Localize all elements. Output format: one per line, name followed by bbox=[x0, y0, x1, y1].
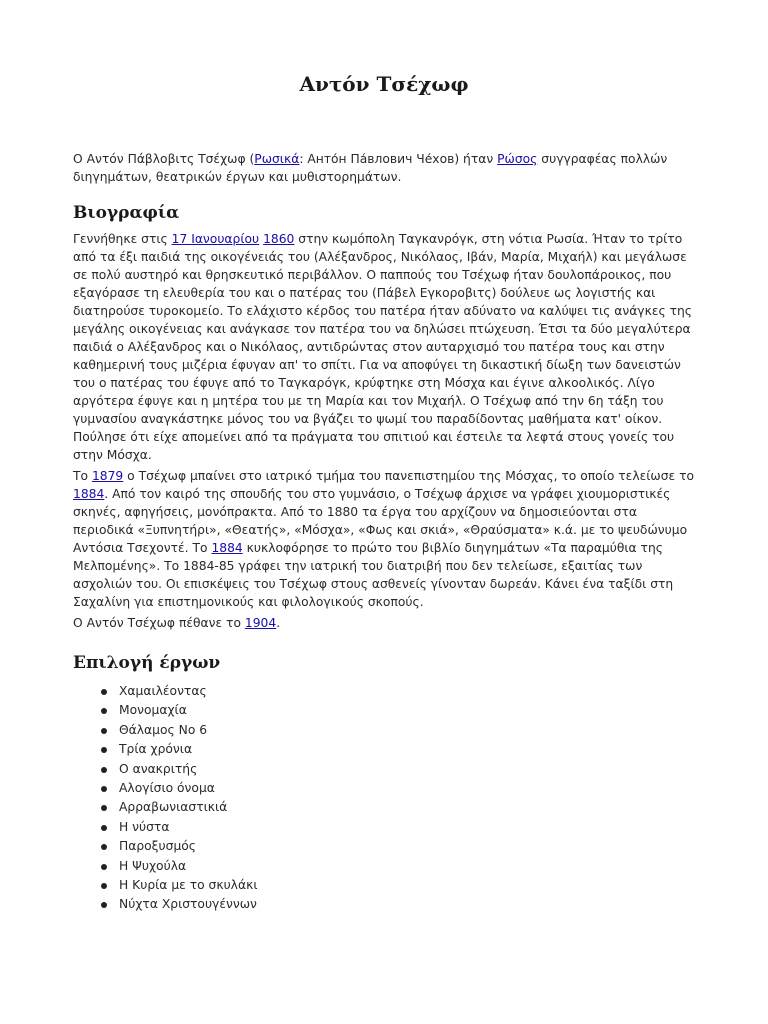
link-year-1884-second[interactable]: 1884 bbox=[211, 541, 243, 555]
bullet-icon bbox=[101, 883, 107, 889]
intro-text-2: : Анто́н Па́влович Че́хов) ήταν bbox=[299, 152, 498, 166]
list-item bbox=[119, 857, 699, 876]
work-title: Μονομαχία bbox=[119, 703, 187, 718]
work-title: Νύχτα Χριστουγέννων bbox=[119, 897, 257, 912]
bio-p2-text-2: ο Τσέχωφ μπαίνει στο ιατρικό τμήμα του πανεπιστημίου της Μόσχας, το οποίο τελείωσε το bbox=[123, 469, 694, 483]
bullet-icon bbox=[101, 689, 107, 695]
bullet-icon bbox=[101, 747, 107, 753]
biography-heading: Βιογραφία bbox=[73, 203, 180, 223]
works-heading: Επιλογή έργων bbox=[73, 653, 221, 673]
article-body bbox=[73, 150, 699, 915]
bio-p1-text-3: στην κωμόπολη Ταγκανρόγκ, στη νότια Ρωσία. Ήταν το τρίτο από τα έξι παιδιά της οικογένειάς του (Αλέξανδρος, Νικόλαος, Ιβάν, Μαρία, Μιχαήλ) και μεγάλωσε σε πολύ αυστηρό και θρησκευτικό περιβάλλον. Ο παππούς του Τσέχωφ ήταν δουλοπάροικος, που εξαγόρασε τη ελευθερία του και ο πατέρας του (Πάβελ Εγκοροβιτς) δούλευε ως λογιστής και διατηρούσε τυροκομείο. Το ελάχιστο κέρδος του πατέρα ήταν αδύνατο να καλύψει τις ανάγκες της μεγάλης οικογένειας και ανάγκασε τον πατέρα του να δηλώσει πτώχευση. Έτσι τα δύο μεγαλύτερα παιδιά ο Αλέξανδρος και ο Νικόλαος, αντιδρώντας στον αυταρχισμό του πατέρα τους και στην καθημερινή τους μιζέρια έφυγαν απ' το σπίτι. Για να αποφύγει τη δικαστική δίωξη των δανειστών του ο πατέρας του έφυγε από το Ταγκαρόγκ, κρύφτηκε στη Μόσχα και έγινε αλκοολικός. Λίγο αργότερα έφυγε και η μητέρα του με τη Μαρία και τον Μιχαήλ. Ο Τσέχωφ από την 6η τάξη του γυμνασίου αναγκάστηκε μόνος του να βγάζει το ψωμί του παραδίδοντας μαθήματα κατ' οίκον. Πούλησε ότι είχε απομείνει από τα πράγματα του σπιτιού και έστειλε τα λεφτά στους γονείς του στην Μόσχα. bbox=[73, 232, 693, 462]
biography-paragraph-1 bbox=[73, 230, 699, 464]
list-item bbox=[119, 721, 699, 740]
page-title: Αντόν Τσέχωφ bbox=[299, 72, 469, 96]
bio-p3-text-1: Ο Αντόν Τσέχωφ πέθανε το bbox=[73, 616, 245, 630]
link-year-1879[interactable]: 1879 bbox=[91, 469, 124, 483]
link-year-1904[interactable]: 1904 bbox=[244, 616, 277, 630]
bio-p1-text-1: Γεννήθηκε στις bbox=[73, 232, 172, 246]
bullet-icon bbox=[101, 805, 107, 811]
link-russian-language[interactable]: Ρωσικά bbox=[254, 152, 300, 166]
bio-p2-text-3: . Από τον καιρό της σπουδής του στο γυμνάσιο, ο Τσέχωφ άρχισε να γράφει χιουμοριστικές σκηνές, αφηγήσεις, μονόπρακτα. Από το 1880 τα έργα του αρχίζουν να δημοσιεύονται στα περιοδικά «Ξυπνητήρι», «Θεατής», «Μόσχα», «Φως και σκιά», «Θραύσματα» κ.ά. με το ψευδώνυμο Αντόσια Τσεχοντέ. Το bbox=[73, 487, 688, 555]
work-title: Η Ψυχούλα bbox=[119, 858, 187, 873]
list-item bbox=[119, 682, 699, 701]
bio-p2-text-4: κυκλοφόρησε το πρώτο του βιβλίο διηγημάτων «Τα παραμύθια της Μελπομένης». Το 1884-85 γράφει την ιατρική του διατριβή που δεν τελείωσε, εξαιτίας των ασχολιών του. Οι επισκέψεις του Τσέχωφ στους ασθενείς γίνονταν δωρεάν. Κάνει ένα ταξίδι στη Σαχαλίνη για επιστημονικούς και φιλολογικούς σκοπούς. bbox=[73, 541, 674, 609]
works-list bbox=[73, 682, 699, 915]
bullet-icon bbox=[101, 728, 107, 734]
link-year-1860[interactable]: 1860 bbox=[263, 232, 295, 246]
work-title: Αλογίσιο όνομα bbox=[119, 781, 215, 796]
bullet-icon bbox=[101, 902, 107, 908]
bullet-icon bbox=[101, 708, 107, 714]
bio-p2-text-1: Το bbox=[73, 469, 92, 483]
link-russian-person[interactable]: Ρώσος bbox=[497, 152, 538, 166]
biography-paragraph-3 bbox=[73, 614, 699, 632]
list-item bbox=[119, 876, 699, 895]
work-title: Χαμαιλέοντας bbox=[119, 684, 207, 698]
bullet-icon bbox=[101, 767, 107, 773]
biography-paragraph-2 bbox=[73, 467, 699, 611]
work-title: Ο ανακριτής bbox=[119, 761, 198, 776]
list-item bbox=[119, 895, 699, 914]
intro-text-3: συγγραφέας πολλών διηγημάτων, θεατρικών έργων και μυθιστορημάτων. bbox=[73, 152, 668, 184]
list-item bbox=[119, 760, 699, 779]
bullet-icon bbox=[101, 825, 107, 831]
work-title: Η Κυρία με το σκυλάκι bbox=[119, 878, 258, 893]
list-item bbox=[119, 740, 699, 759]
list-item bbox=[119, 818, 699, 837]
link-date-17-january[interactable]: 17 Ιανουαρίου bbox=[171, 232, 260, 246]
intro-text-1: Ο Αντόν Πάβλοβιτς Τσέχωφ ( bbox=[73, 152, 255, 166]
bio-p3-text-2: . bbox=[276, 616, 281, 630]
work-title: Η νύστα bbox=[119, 819, 170, 834]
work-title: Θάλαμος Νο 6 bbox=[119, 722, 208, 737]
bullet-icon bbox=[101, 786, 107, 792]
work-title: Τρία χρόνια bbox=[119, 742, 193, 757]
intro-paragraph bbox=[73, 150, 699, 186]
list-item bbox=[119, 701, 699, 720]
bullet-icon bbox=[101, 864, 107, 870]
list-item bbox=[119, 779, 699, 798]
list-item bbox=[119, 837, 699, 856]
work-title: Αρραβωνιαστικιά bbox=[119, 800, 228, 815]
link-year-1884-first[interactable]: 1884 bbox=[73, 487, 105, 501]
work-title: Παροξυσμός bbox=[119, 839, 197, 854]
list-item bbox=[119, 798, 699, 817]
bullet-icon bbox=[101, 844, 107, 850]
